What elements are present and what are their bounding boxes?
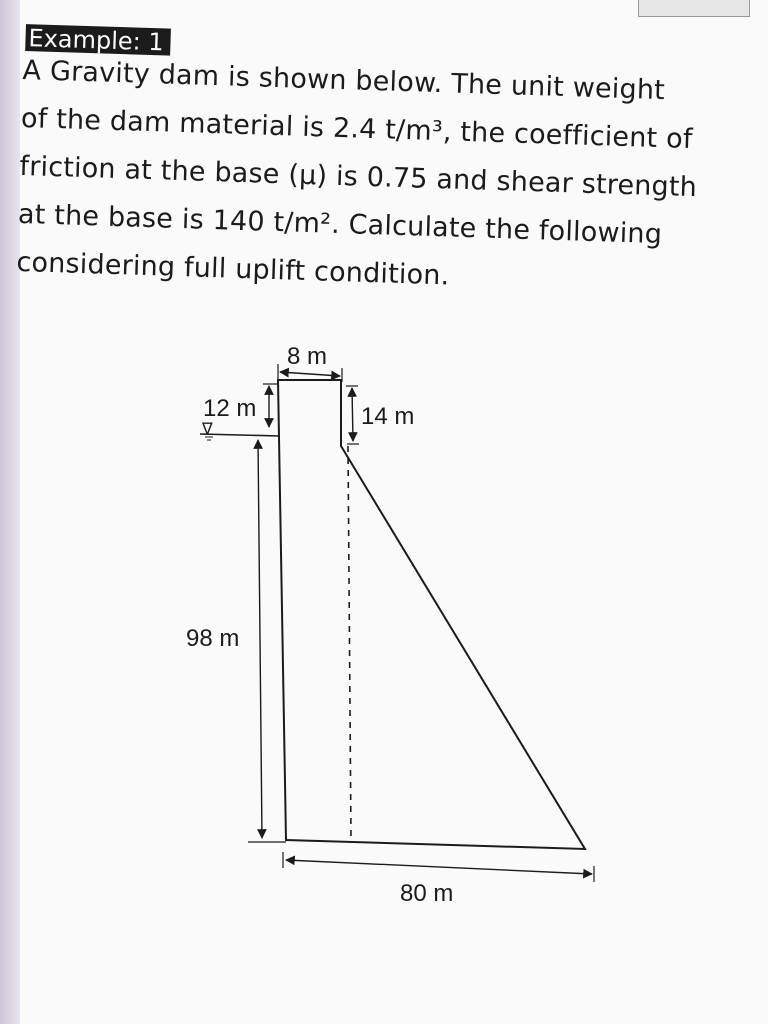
dam-dashed-line: [348, 446, 351, 840]
page-binding-edge: [0, 0, 20, 1024]
problem-line-5: considering full uplift condition.: [16, 246, 450, 292]
water-depth-dimension: [258, 440, 262, 838]
top-width-dimension: [280, 372, 340, 376]
water-depth-label: 98 m: [186, 625, 240, 652]
dam-outline: [278, 380, 585, 849]
problem-line-2: of the dam material is 2.4 t/m³, the coefficient of: [20, 102, 694, 156]
textbook-page: [16, 0, 768, 1024]
base-width-dimension: [286, 860, 592, 874]
example-badge: Example: 1: [25, 24, 171, 56]
water-level-icon: ∇: [202, 419, 213, 438]
problem-line-4: at the base is 140 t/m². Calculate the following: [17, 198, 663, 251]
problem-line-3: friction at the base (μ) is 0.75 and shear strength: [19, 150, 698, 204]
problem-line-1: A Gravity dam is shown below. The unit weight: [22, 54, 666, 107]
top-width-label: 8 m: [287, 343, 328, 370]
freeboard-label: 12 m: [203, 395, 257, 422]
vertical-face-dimension: [352, 388, 353, 441]
dam-cross-section-diagram: [20, 0, 768, 1024]
vertical-face-label: 14 m: [361, 403, 415, 430]
base-width-label: 80 m: [400, 880, 454, 907]
